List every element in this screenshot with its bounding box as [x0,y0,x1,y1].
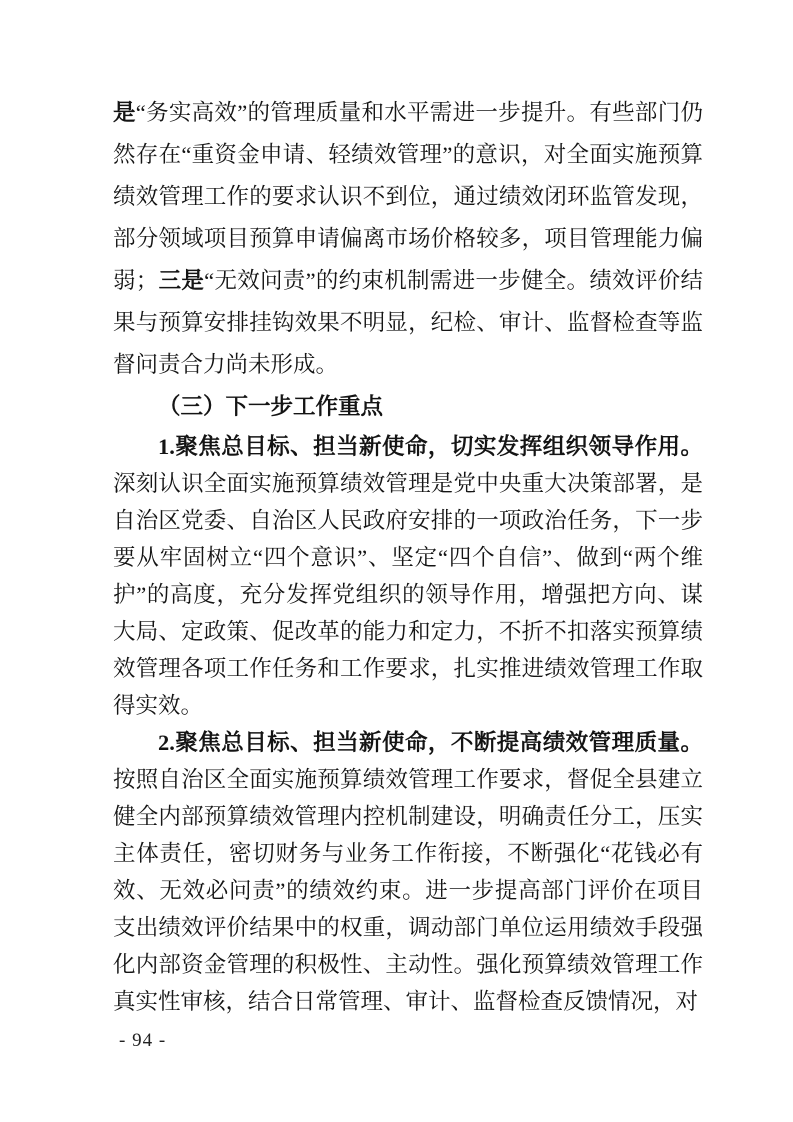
paragraph-text: 深刻认识全面实施预算绩效管理是党中央重大决策部署，是自治区党委、自治区人民政府安排的一项政治任务，下一步要从牢固树立“四个意识”、坚定“四个自信”、做到“两个维护”的高度，充分发挥党组织的领导作用，增强把方向、谋大局、定政策、促改革的能力和定力，不折不扣落实预算绩效管理各项工作任务和工作要求，扎实推进绩效管理工作取得实效。 [113,471,703,718]
bold-run-lead: 是 [113,100,136,125]
paragraph-text: 按照自治区全面实施预算绩效管理工作要求，督促全县建立健全内部预算绩效管理内控机制建设，明确责任分工，压实主体责任，密切财务与业务工作衔接，不断强化“花钱必有效、无效必问责”的绩效约束。进一步提高部门评价在项目支出绩效评价结果中的权重，调动部门单位运用绩效手段强化内部资金管理的积极性、主动性。强化预算绩效管理工作真实性审核，结合日常管理、审计、监督检查反馈情况，对 [113,767,703,1014]
page-number: - 94 - [119,1030,167,1051]
paragraph-point-1 [113,428,703,724]
bold-run-point-2-title: 2.聚焦总目标、担当新使命，不断提高绩效管理质量。 [158,730,703,755]
paragraph-point-2 [113,724,703,1020]
section-heading: （三）下一步工作重点 [158,394,384,419]
document-body [113,92,703,1020]
bold-run-sanshi: 三是 [158,268,205,293]
paragraph-text: “务实高效”的管理质量和水平需进一步提升。有些部门仍然存在“重资金申请、轻绩效管理”的意识，对全面实施预算绩效管理工作的要求认识不到位，通过绩效闭环监管发现，部分领域项目预算申请偏离市场价格较多，项目管理能力偏弱； [113,100,703,293]
paragraph-continuation [113,92,703,386]
bold-run-point-1-title: 1.聚焦总目标、担当新使命，切实发挥组织领导作用。 [158,434,703,459]
paragraph-text: “无效问责”的约束机制需进一步健全。绩效评价结果与预算安排挂钩效果不明显，纪检、审计、监督检查等监督问责合力尚未形成。 [113,268,703,377]
